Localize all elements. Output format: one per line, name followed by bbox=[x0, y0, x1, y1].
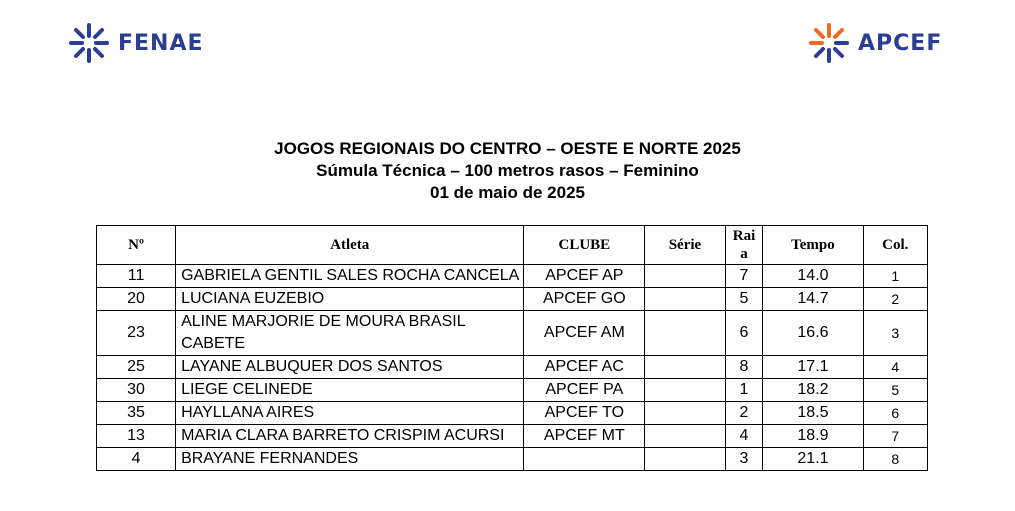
cell-tempo: 16.6 bbox=[763, 311, 863, 356]
header-col: Col. bbox=[863, 226, 927, 265]
cell-serie bbox=[645, 311, 725, 356]
cell-col: 5 bbox=[863, 379, 927, 402]
apcef-logo-text: APCEF bbox=[858, 30, 943, 56]
header-raia-line2: a bbox=[740, 246, 748, 262]
table-row bbox=[97, 379, 928, 402]
cell-clube bbox=[524, 448, 645, 471]
cell-atleta: LIEGE CELINEDE bbox=[176, 379, 524, 402]
cell-serie bbox=[645, 288, 725, 311]
cell-atleta: LUCIANA EUZEBIO bbox=[176, 288, 524, 311]
cell-col: 2 bbox=[863, 288, 927, 311]
cell-col: 6 bbox=[863, 402, 927, 425]
cell-no: 30 bbox=[97, 379, 176, 402]
cell-raia: 2 bbox=[725, 402, 763, 425]
cell-no: 25 bbox=[97, 356, 176, 379]
header-serie: Série bbox=[645, 226, 725, 265]
cell-no: 13 bbox=[97, 425, 176, 448]
cell-clube: APCEF AC bbox=[524, 356, 645, 379]
cell-tempo: 18.9 bbox=[763, 425, 863, 448]
cell-col: 7 bbox=[863, 425, 927, 448]
fenae-logo-text: FENAE bbox=[118, 30, 204, 56]
cell-atleta: ALINE MARJORIE DE MOURA BRASIL CABETE bbox=[176, 311, 524, 356]
cell-col: 3 bbox=[863, 311, 927, 356]
cell-atleta: GABRIELA GENTIL SALES ROCHA CANCELA bbox=[176, 265, 524, 288]
cell-no: 35 bbox=[97, 402, 176, 425]
cell-tempo: 18.5 bbox=[763, 402, 863, 425]
cell-clube: APCEF MT bbox=[524, 425, 645, 448]
cell-serie bbox=[645, 379, 725, 402]
apcef-logo bbox=[808, 22, 942, 64]
cell-clube: APCEF GO bbox=[524, 288, 645, 311]
cell-raia: 6 bbox=[725, 311, 763, 356]
cell-no: 4 bbox=[97, 448, 176, 471]
fenae-star-icon bbox=[68, 22, 110, 64]
header-atleta: Atleta bbox=[176, 226, 524, 265]
cell-tempo: 14.0 bbox=[763, 265, 863, 288]
table-row bbox=[97, 448, 928, 471]
cell-tempo: 18.2 bbox=[763, 379, 863, 402]
cell-atleta: BRAYANE FERNANDES bbox=[176, 448, 524, 471]
cell-serie bbox=[645, 448, 725, 471]
document-header bbox=[0, 138, 1015, 204]
cell-raia: 4 bbox=[725, 425, 763, 448]
table-row bbox=[97, 402, 928, 425]
table-row bbox=[97, 288, 928, 311]
header-raia-line1: Rai bbox=[732, 228, 756, 244]
header-clube: CLUBE bbox=[524, 226, 645, 265]
table-row bbox=[97, 425, 928, 448]
cell-atleta: LAYANE ALBUQUER DOS SANTOS bbox=[176, 356, 524, 379]
table-header-row bbox=[97, 226, 928, 265]
event-date: 01 de maio de 2025 bbox=[430, 183, 585, 202]
header-raia bbox=[725, 226, 763, 265]
cell-no: 23 bbox=[97, 311, 176, 356]
cell-serie bbox=[645, 425, 725, 448]
fenae-logo bbox=[68, 22, 204, 64]
cell-raia: 3 bbox=[725, 448, 763, 471]
cell-serie bbox=[645, 265, 725, 288]
cell-raia: 7 bbox=[725, 265, 763, 288]
cell-clube: APCEF AP bbox=[524, 265, 645, 288]
cell-raia: 1 bbox=[725, 379, 763, 402]
cell-clube: APCEF TO bbox=[524, 402, 645, 425]
header-tempo: Tempo bbox=[763, 226, 863, 265]
table-row bbox=[97, 311, 928, 356]
cell-atleta: HAYLLANA AIRES bbox=[176, 402, 524, 425]
event-subtitle: Súmula Técnica – 100 metros rasos – Feminino bbox=[316, 161, 699, 180]
cell-tempo: 17.1 bbox=[763, 356, 863, 379]
table-row bbox=[97, 265, 928, 288]
results-table bbox=[96, 225, 928, 471]
cell-serie bbox=[645, 356, 725, 379]
cell-raia: 5 bbox=[725, 288, 763, 311]
cell-col: 1 bbox=[863, 265, 927, 288]
cell-col: 4 bbox=[863, 356, 927, 379]
cell-col: 8 bbox=[863, 448, 927, 471]
cell-atleta: MARIA CLARA BARRETO CRISPIM ACURSI bbox=[176, 425, 524, 448]
cell-tempo: 21.1 bbox=[763, 448, 863, 471]
cell-clube: APCEF PA bbox=[524, 379, 645, 402]
cell-no: 11 bbox=[97, 265, 176, 288]
cell-no: 20 bbox=[97, 288, 176, 311]
event-title: JOGOS REGIONAIS DO CENTRO – OESTE E NORTE 2025 bbox=[274, 139, 741, 158]
cell-clube: APCEF AM bbox=[524, 311, 645, 356]
table-row bbox=[97, 356, 928, 379]
cell-tempo: 14.7 bbox=[763, 288, 863, 311]
apcef-star-icon bbox=[808, 22, 850, 64]
cell-raia: 8 bbox=[725, 356, 763, 379]
cell-serie bbox=[645, 402, 725, 425]
header-no: Nº bbox=[97, 226, 176, 265]
